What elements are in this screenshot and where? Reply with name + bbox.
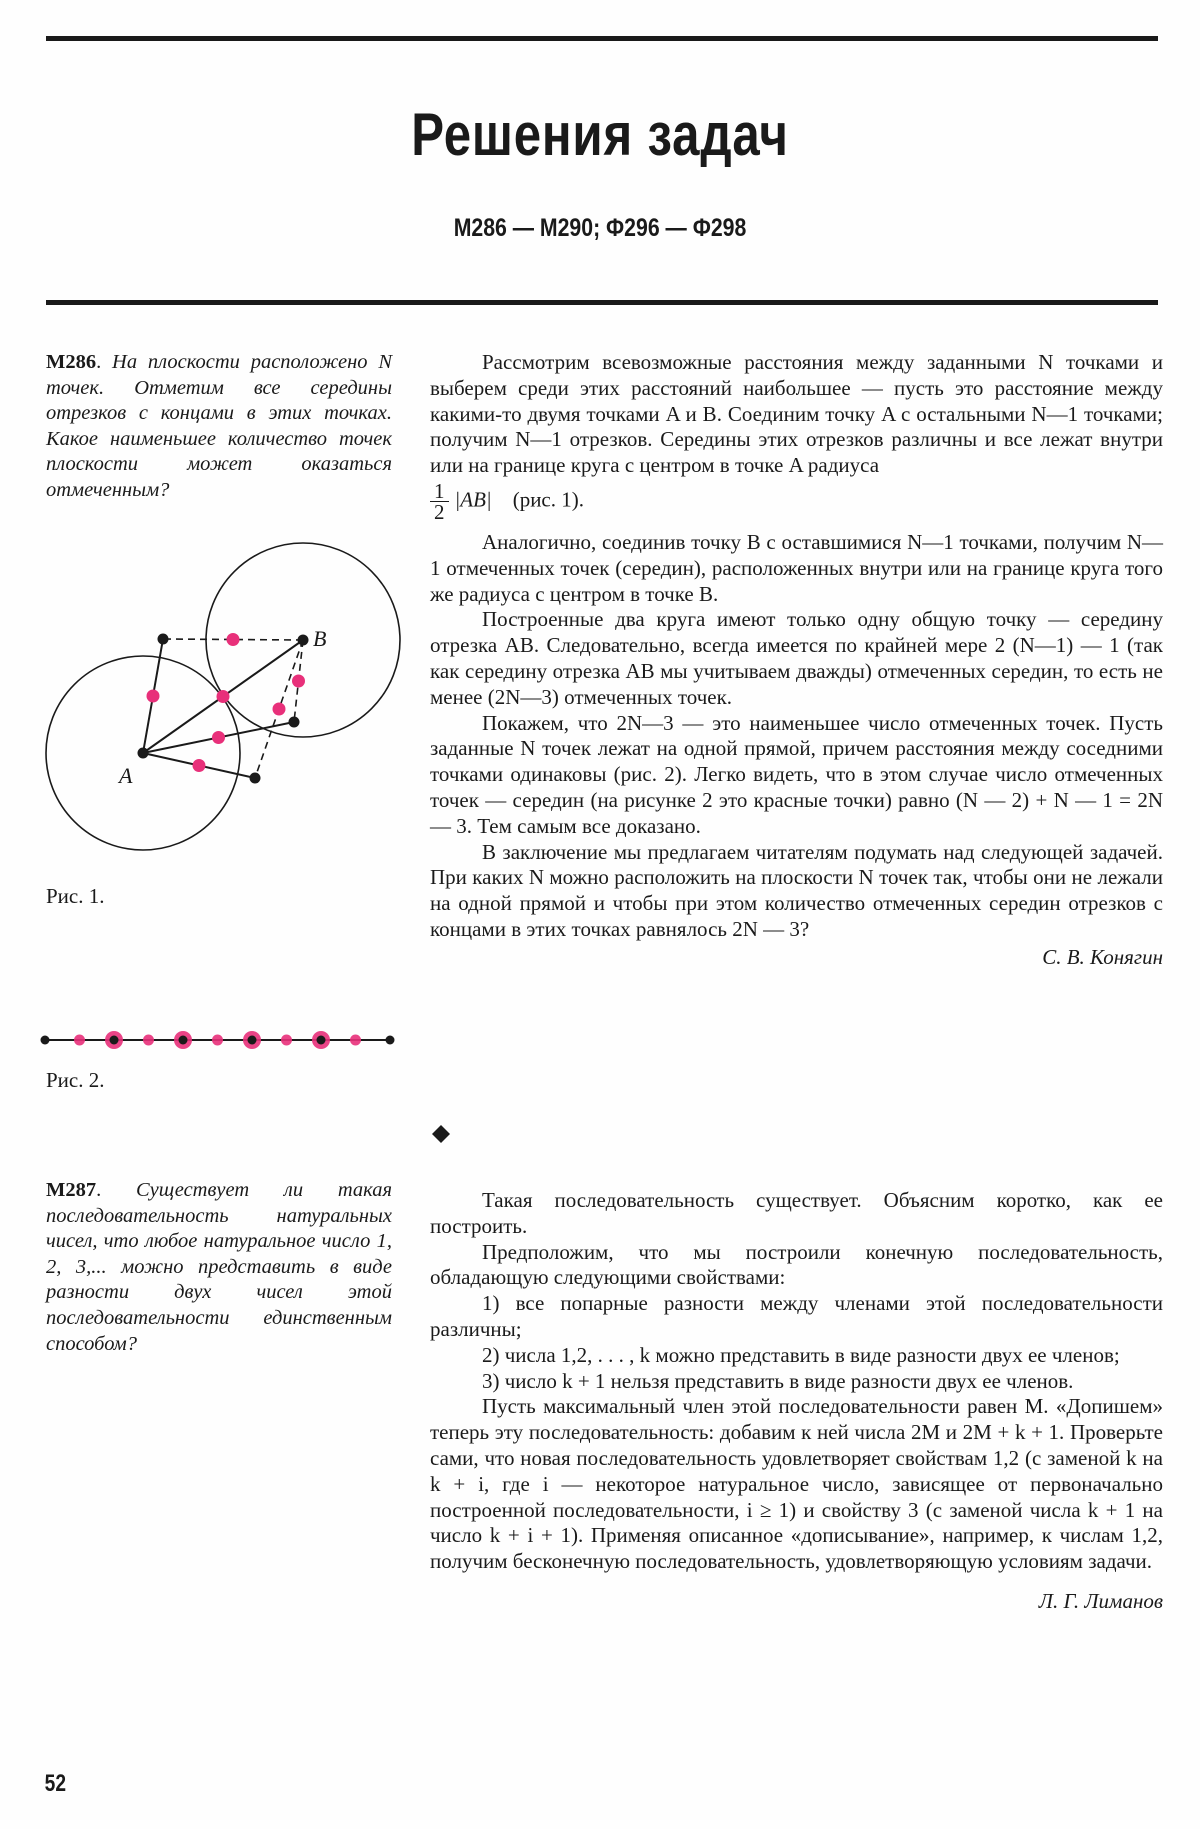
author-signature: Л. Г. Лиманов: [1038, 1588, 1163, 1613]
midpoint-dot: [105, 1031, 123, 1049]
midpoint-dot: [243, 1031, 261, 1049]
solution-paragraph: Предположим, что мы построили конечную последовательность, обладающую следующими свойствами:: [430, 1239, 1163, 1290]
top-rule: [46, 36, 1158, 41]
solution-paragraph: Рассмотрим всевозможные расстояния между заданными N точками и выберем среди этих расстояний наибольшее — пусть это расстояние между какими-то двумя точками A и B. Соединим точку A с остальными N—1 точками; получим N—1 отрезков. Середины этих отрезков различны и все лежат внутри или на границе круга с центром в точке A радиуса: [430, 350, 1163, 478]
midpoint-dot: [273, 703, 286, 716]
point-dot: [298, 635, 309, 646]
page-subtitle: М286 — М290; Ф296 — Ф298: [453, 214, 747, 242]
solution-paragraph: Такая последовательность существует. Объясним коротко, как ее построить.: [430, 1188, 1163, 1238]
point-dot: [41, 1036, 50, 1045]
point-dot: [110, 1036, 119, 1045]
point-dot: [158, 634, 169, 645]
midpoint-dot: [143, 1035, 154, 1046]
point-label-a: A: [119, 763, 133, 788]
figure-2-caption: Рис. 2.: [46, 1068, 105, 1092]
midpoint-dot: [217, 690, 230, 703]
midpoint-dot: [292, 675, 305, 688]
point-dot: [179, 1036, 188, 1045]
radius-formula: $\frac{1}{2}$ |AB| (рис. 1).: [430, 481, 1163, 522]
midpoint-dot: [312, 1031, 330, 1049]
page-number: 52: [44, 1770, 67, 1797]
solution-list-item: 2) числа 1,2, . . . , k можно представить в виде разности двух ее членов;: [482, 1342, 1120, 1367]
solution-list-item: 1) все попарные разности между членами этой последовательности различны;: [430, 1291, 1163, 1341]
circle-around-b: [206, 543, 400, 737]
fraction: $\frac{1}{2}$: [430, 481, 449, 522]
midpoint-dot: [350, 1035, 361, 1046]
midpoint-dot: [281, 1035, 292, 1046]
midpoint-dot: [227, 633, 240, 646]
problem-m287-statement: М287. Существует ли такая последовательность натуральных чисел, что любое натуральное число 1, 2, 3,... можно представить в виде разности двух чисел этой последовательности единственным способом?: [46, 1179, 392, 1355]
point-dot: [138, 748, 149, 759]
solution-m286: [430, 350, 1163, 971]
point-dot: [289, 717, 300, 728]
segment-from-b: [163, 639, 303, 640]
section-separator-diamond-icon: [432, 1125, 450, 1143]
midpoint-dot: [212, 1035, 223, 1046]
point-label-b: B: [313, 626, 327, 651]
segment-from-a: [143, 640, 303, 753]
midpoint-dot: [174, 1031, 192, 1049]
problem-code: М286: [46, 351, 97, 373]
segment-from-a: [143, 722, 294, 753]
problem-text: Существует ли такая последовательность натуральных чисел, что любое натуральное число 1, 2, 3,... можно представить в виде разности двух чисел этой последовательности единственным способом?: [46, 1179, 392, 1355]
solution-paragraph: В заключение мы предлагаем читателям подумать над следующей задачей. При каких N можно расположить на плоскости N точек так, чтобы они не лежали на одной прямой и чтобы при этом количество отмеченных середин отрезков с концами в этих точках равнялось 2N — 3?: [430, 839, 1163, 941]
midpoint-dot: [74, 1035, 85, 1046]
problem-text: На плоскости расположено N точек. Отметим все середины отрезков с концами в этих точках. Какое наименьшее количество точек плоскости может оказаться отмеченным?: [46, 351, 393, 501]
segment-from-a: [143, 639, 163, 753]
point-dot: [386, 1036, 395, 1045]
solution-paragraph: Аналогично, соединив точку B с оставшимися N—1 точками, получим N—1 отмеченных точек (середин), расположенных внутри или на границе круга того же радиуса с центром в точке B.: [430, 529, 1163, 606]
segment-from-b: [255, 640, 303, 778]
point-dot: [317, 1036, 326, 1045]
figure-1-caption: Рис. 1.: [46, 884, 105, 908]
solution-paragraph: Построенные два круга имеют только одну общую точку — середину отрезка AB. Следовательно, всегда имеется по крайней мере 2 (N—1) — 1 (так как середину отрезка AB мы учитываем дважды) отмеченных середин, то есть не менее (2N—3) отмеченных точек.: [430, 607, 1163, 709]
circle-around-a: [46, 656, 240, 850]
midpoint-dot: [193, 759, 206, 772]
point-dot: [250, 773, 261, 784]
segment-from-a: [143, 753, 255, 778]
problem-m286-statement: М286. На плоскости расположено N точек. Отметим все середины отрезков с концами в этих точках. Какое наименьшее количество точек плоскости может оказаться отмеченным?: [46, 351, 393, 501]
solution-list-item: 3) число k + 1 нельзя представить в виде разности двух ее членов.: [482, 1368, 1074, 1393]
page-title: Решения задач: [411, 101, 789, 168]
header-rule: [46, 300, 1158, 305]
solution-paragraph: Пусть максимальный член этой последовательности равен M. «Допишем» теперь эту последовательность: добавим к ней числа 2M и 2M + k + 1. Проверьте сами, что новая последовательность удовлетворяет свойствам 1,2 (с заменой k на k + i, где i — некоторое натуральное число, зависящее от первоначально построенной последовательности, i ≥ 1) и свойству 3 (с заменой числа k + 1 на число k + i + 1). Применяя описанное «дописывание», например, к числам 1,2, получим бесконечную последовательность, удовлетворяющую условиям задачи.: [430, 1394, 1163, 1574]
midpoint-dot: [212, 731, 225, 744]
solution-m287: [430, 1188, 1163, 1615]
midpoint-dot: [147, 690, 160, 703]
point-dot: [248, 1036, 257, 1045]
segment-from-b: [294, 640, 303, 722]
solution-paragraph: Покажем, что 2N—3 — это наименьшее число отмеченных точек. Пусть заданные N точек лежат на одной прямой, причем расстояния между соседними точками одинаковы (рис. 2). Легко видеть, что в этом случае число отмеченных точек — середин (на рисунке 2 это красные точки) равно (N — 2) + N — 1 = 2N — 3. Тем самым все доказано.: [430, 710, 1163, 838]
author-signature: С. В. Конягин: [1042, 944, 1163, 969]
problem-code: М287: [46, 1179, 97, 1201]
